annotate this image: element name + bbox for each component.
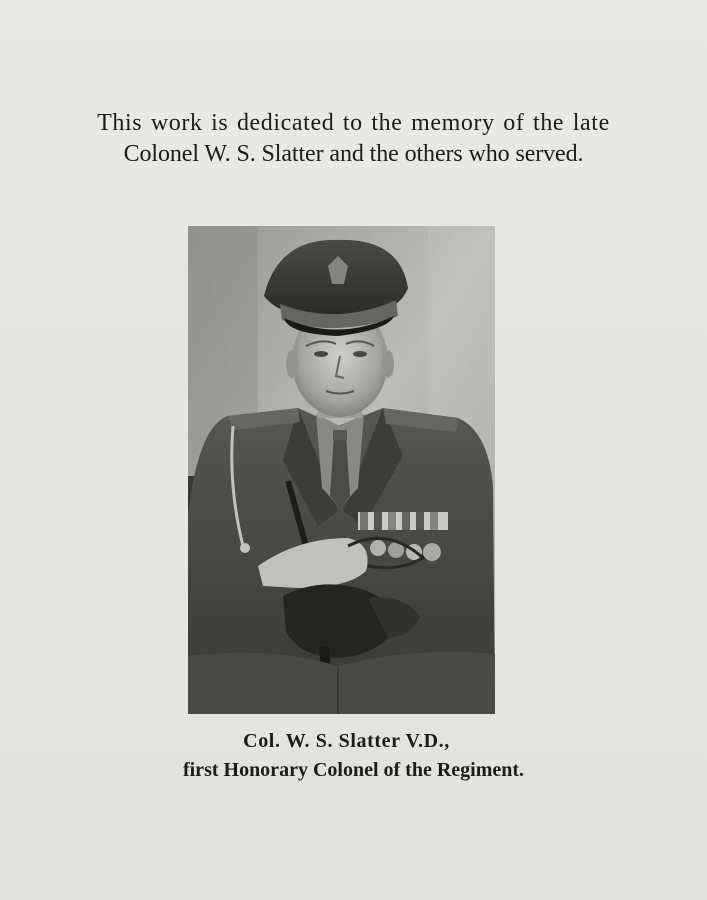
photo-caption bbox=[0, 727, 707, 785]
caption-line-2: first Honorary Colonel of the Regiment. bbox=[182, 759, 525, 781]
dedication-line-1: This work is dedicated to the memory of the late bbox=[97, 110, 610, 136]
portrait-photograph bbox=[188, 226, 495, 714]
portrait-illustration bbox=[188, 226, 495, 714]
dedication-line-2: Colonel W. S. Slatter and the others who served. bbox=[123, 141, 584, 167]
dedication-text bbox=[0, 108, 707, 170]
caption-line-1: Col. W. S. Slatter V.D., bbox=[243, 730, 450, 752]
